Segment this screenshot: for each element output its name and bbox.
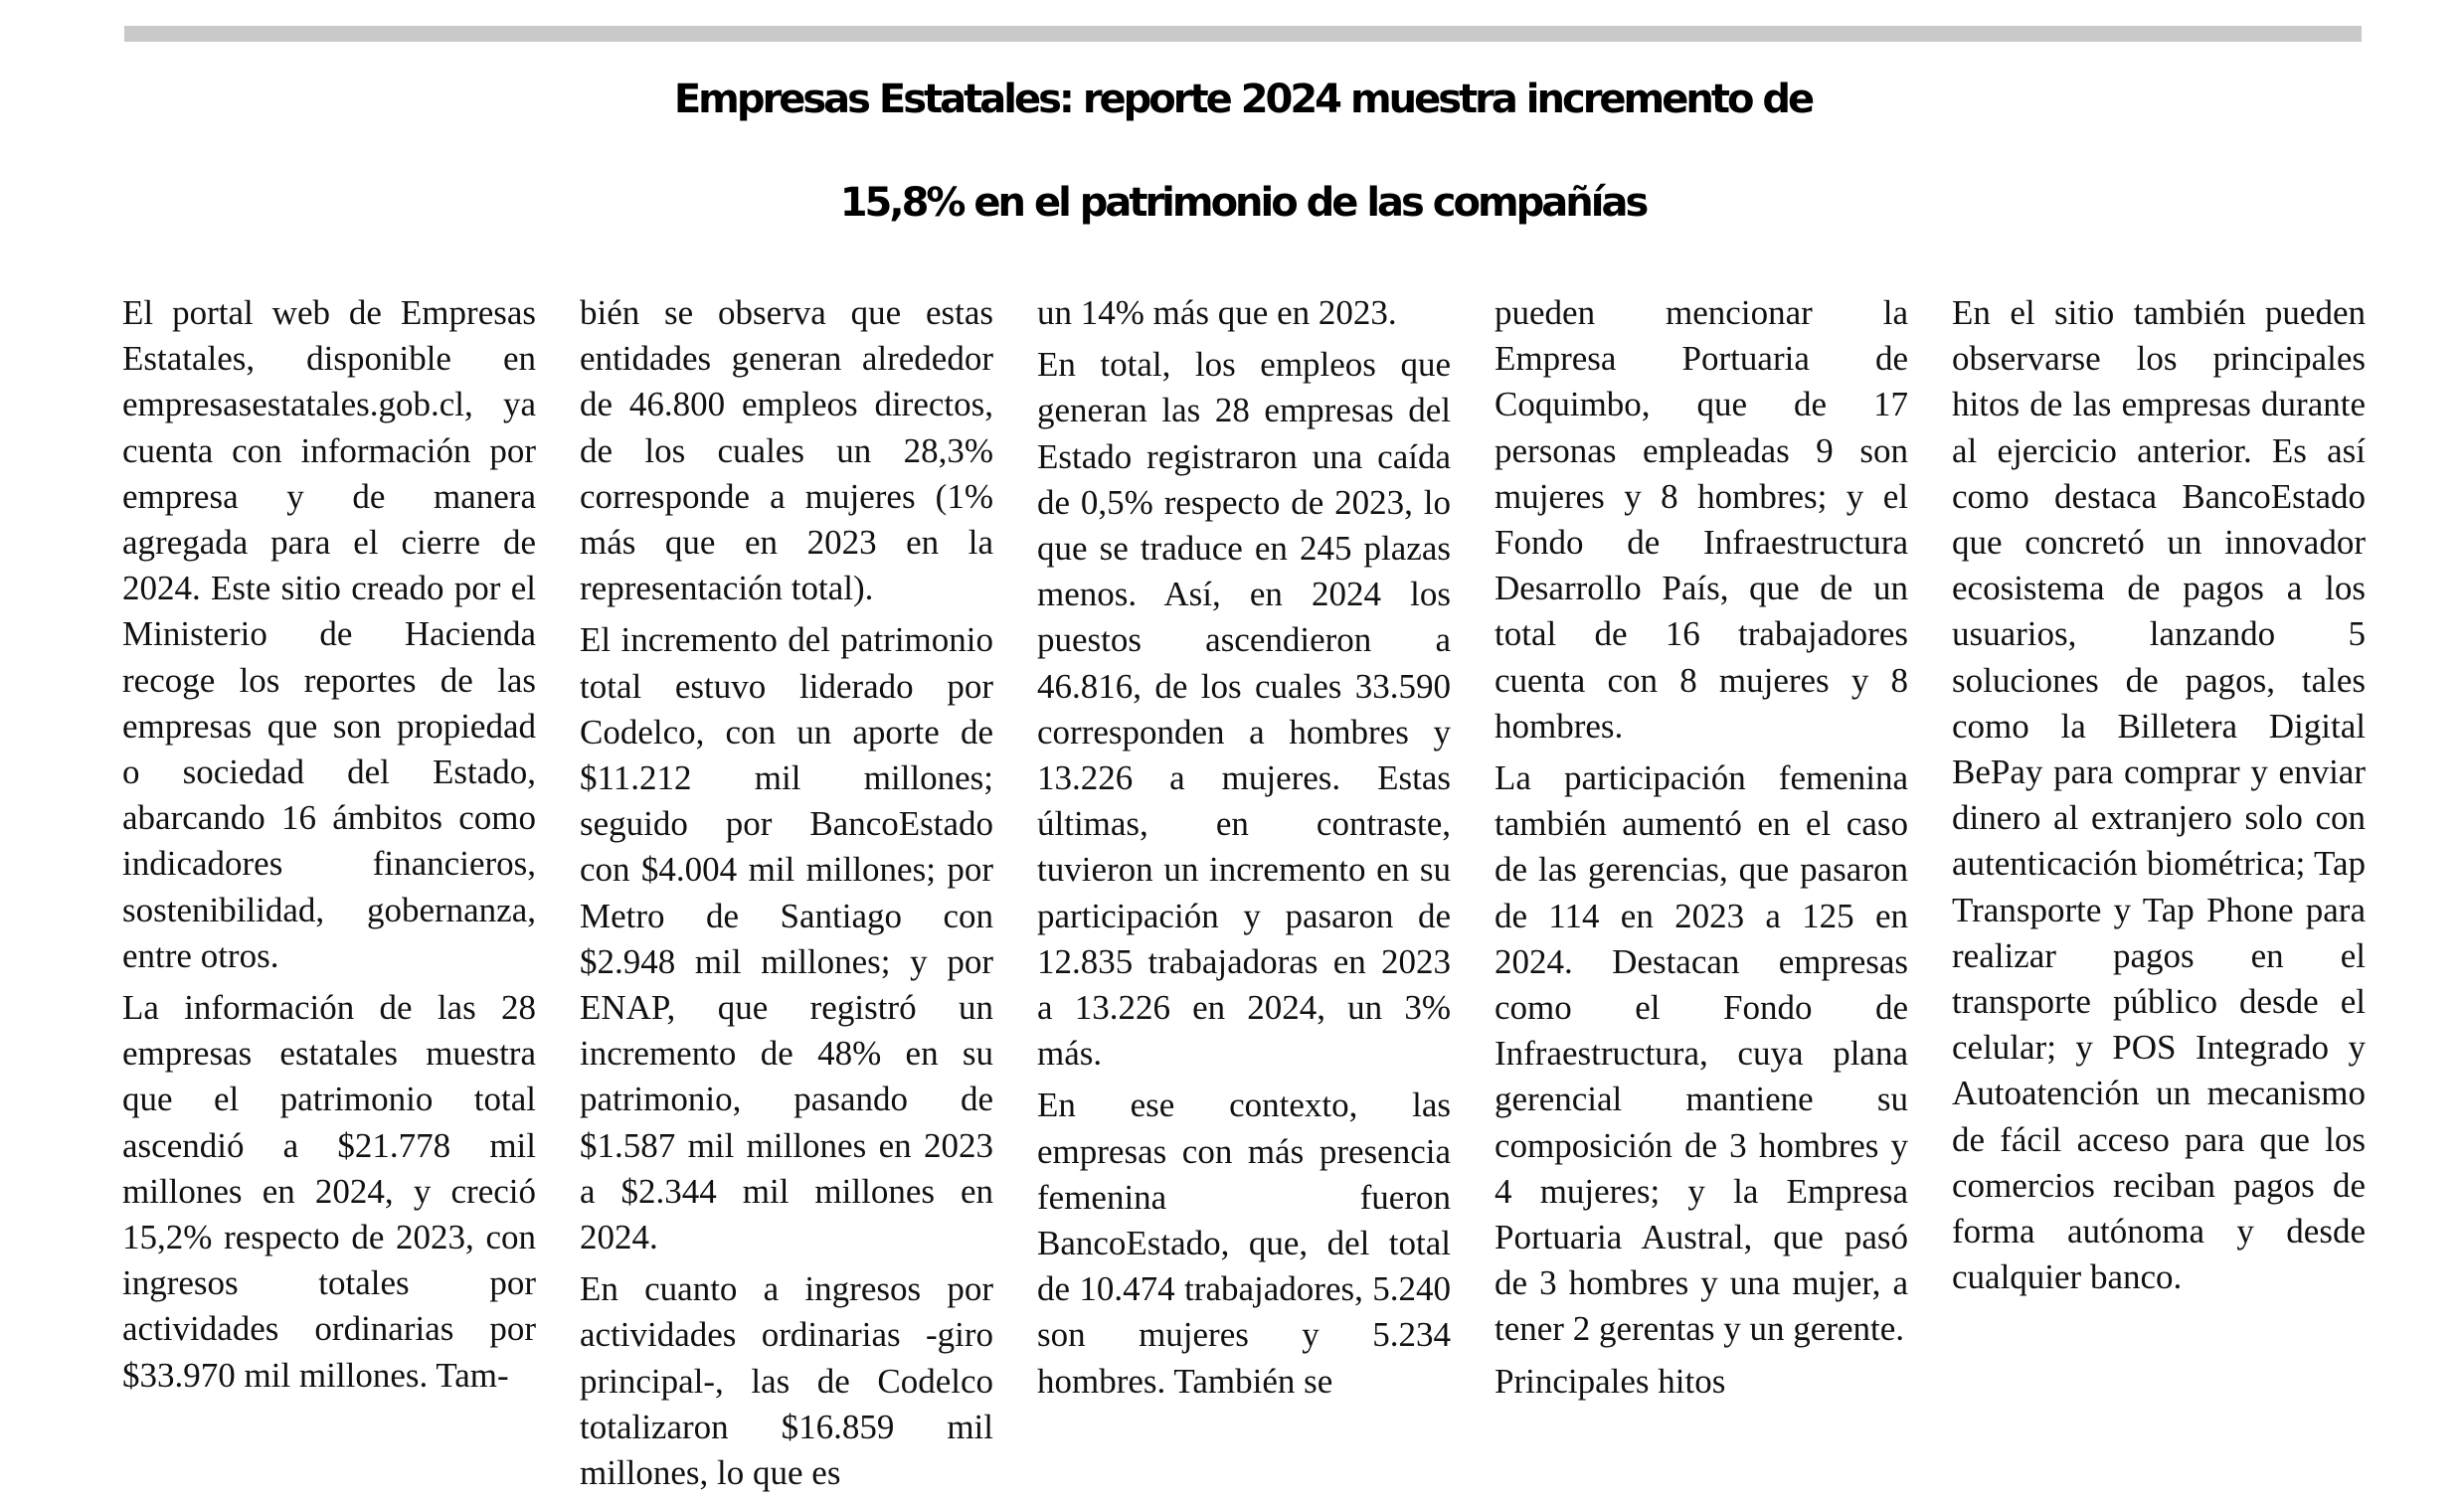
column-1 [122,290,536,1405]
paragraph: En cuanto a ingresos por actividades ordinarias -giro principal-, las de Codelco totalizaron $16.859 mil millones, lo que es [580,1269,993,1493]
column-4 [1495,290,1908,1411]
paragraph: La participación femenina también aumentó en el caso de las gerencias, que pasaron de 114 en 2023 a 125 en 2024. Destacan empresas como el Fondo de Infraestructura, cuya plana gerencial mantiene su composición de 3 hombres y 4 mujeres; y la Empresa Portuaria Austral, que pasó de 3 hombres y una mujer, a tener 2 gerentas y un gerente. [1495,758,1908,1349]
column-3 [1037,290,1451,1411]
headline-line-1: Empresas Estatales: reporte 2024 muestra incremento de [673,77,1813,122]
paragraph: La información de las 28 empresas estatales muestra que el patrimonio total ascendió a $21.778 mil millones en 2024, y creció 15,2% respecto de 2023, con ingresos totales por actividades ordinarias por $33.970 mil millones. Tam- [122,988,536,1395]
paragraph: En total, los empleos que generan las 28 empresas del Estado registraron una caída de 0,5% respecto de 2023, lo que se traduce en 245 plazas menos. Así, en 2024 los puestos ascendieron a 46.816, de los cuales 33.590 corresponden a hombres y 13.226 a mujeres. Estas últimas, en contraste, tuvieron un incremento en su participación y pasaron de 12.835 trabajadoras en 2023 a 13.226 en 2024, un 3% más. [1037,345,1451,1074]
section-subhead: Principales hitos [1495,1361,1726,1401]
paragraph: El portal web de Empresas Estatales, disponible en empresasestatales.gob.cl, ya cuenta con información por empresa y de manera agregada para el cierre de 2024. Este sitio creado por el Ministerio de Hacienda recoge los reportes de las empresas que son propiedad o sociedad del Estado, abarcando 16 ámbitos como indicadores financieros, sostenibilidad, gobernanza, entre otros. [122,293,536,975]
column-2 [580,290,993,1502]
paragraph: El incremento del patrimonio total estuvo liderado por Codelco, con un aporte de $11.212 mil millones; seguido por BancoEstado con $4.004 mil millones; por Metro de Santiago con $2.948 mil millones; y por ENAP, que registró un incremento de 48% en su patrimonio, pasando de $1.587 mil millones en 2023 a $2.344 mil millones en 2024. [580,620,993,1257]
headline [109,48,2376,254]
column-5 [1952,290,2366,1306]
headline-line-2: 15,8% en el patrimonio de las compañías [839,180,1647,226]
paragraph: En el sitio también pueden observarse los principales hitos de las empresas durante al ejercicio anterior. Es así como destaca BancoEstado que concretó un innovador ecosistema de pagos a los usuarios, lanzando 5 soluciones de pagos, tales como la Billetera Digital BePay para comprar y enviar dinero al extranjero solo con autenticación biométrica; Tap Transporte y Tap Phone para realizar pagos en el transporte público desde el celular; y POS Integrado y Autoatención un mecanismo de fácil acceso para que los comercios reciban pagos de forma autónoma y desde cualquier banco. [1952,293,2366,1297]
paragraph: pueden mencionar la Empresa Portuaria de Coquimbo, que de 17 personas empleadas 9 son mujeres y 8 hombres; y el Fondo de Infraestructura Desarrollo País, que de un total de 16 trabajadores cuenta con 8 mujeres y 8 hombres. [1495,293,1908,746]
article-columns [122,290,2366,1493]
top-rule [124,26,2362,42]
paragraph: un 14% más que en 2023. [1037,293,1397,332]
paragraph: bién se observa que estas entidades generan alrededor de 46.800 empleos directos, de los cuales un 28,3% corresponde a mujeres (1% más que en 2023 en la representación total). [580,293,993,608]
paragraph: En ese contexto, las empresas con más presencia femenina fueron BancoEstado, que, del total de 10.474 trabajadores, 5.240 son mujeres y 5.234 hombres. También se [1037,1085,1451,1401]
